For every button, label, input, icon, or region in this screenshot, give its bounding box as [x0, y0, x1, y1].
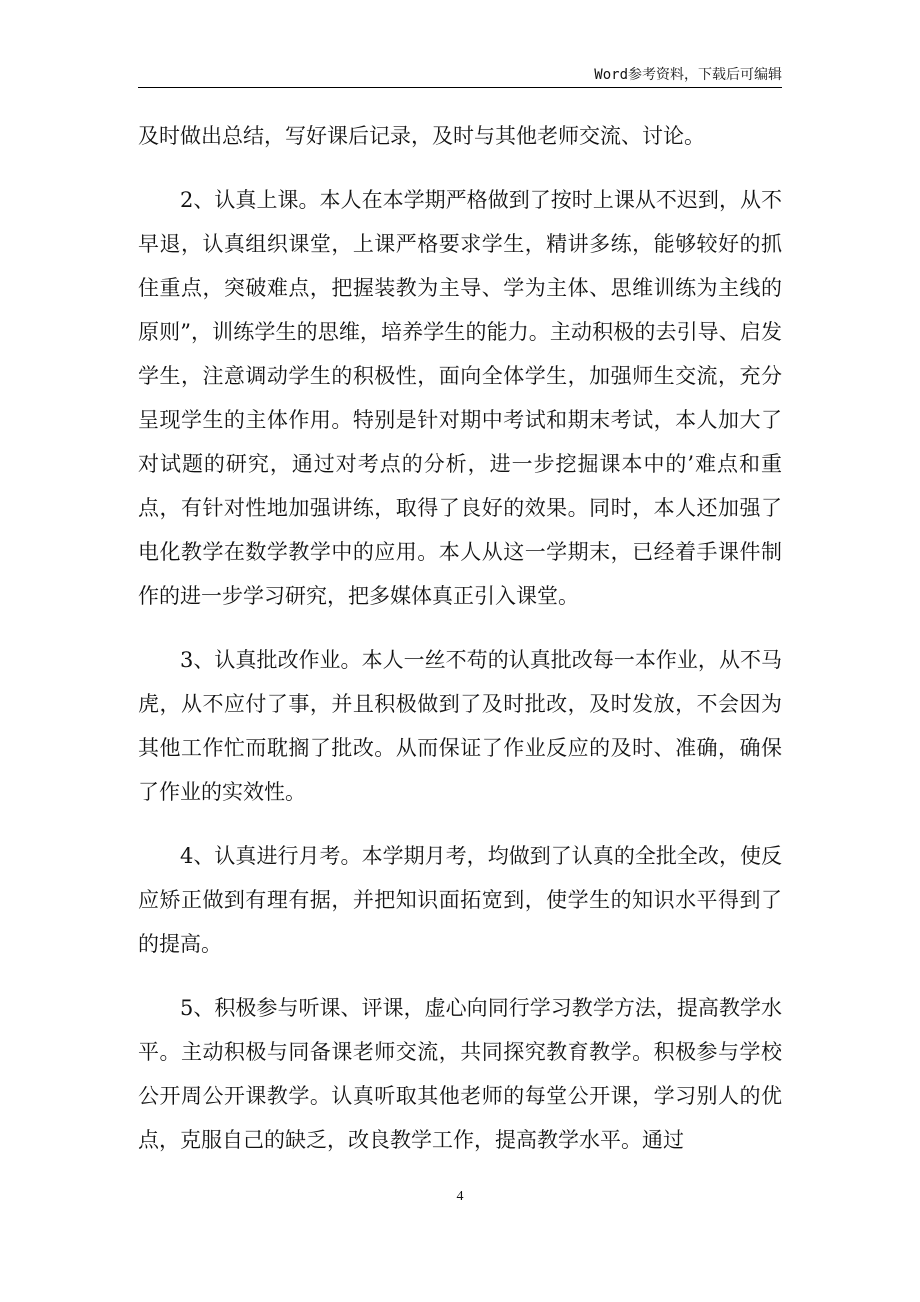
page-header: Word参考资料，下载后可编辑	[594, 67, 782, 83]
paragraph-item-5: 5、积极参与听课、评课，虚心向同行学习教学方法，提高教学水平。主动积极与同备课老师交流，共同探究教育教学。积极参与学校公开周公开课教学。认真听取其他老师的每堂公开课，学习别人的优点，克服自己的缺乏，改良教学工作，提高教学水平。通过	[138, 996, 782, 1152]
paragraph-item-2: 2、认真上课。本人在本学期严格做到了按时上课从不迟到，从不早退，认真组织课堂，上课严格要求学生，精讲多练，能够较好的抓住重点，突破难点，把握装教为主导、学为主体、思维训练为主线的原则”，训练学生的思维，培养学生的能力。主动积极的去引导、启发学生，注意调动学生的积极性，面向全体学生，加强师生交流，充分呈现学生的主体作用。特别是针对期中考试和期末考试，本人加大了对试题的研究，通过对考点的分析，进一步挖掘课本中的’难点和重点，有针对性地加强讲练，取得了良好的效果。同时，本人还加强了电化教学在数学教学中的应用。本人从这一学期末，已经着手课件制作的进一步学习研究，把多媒体真正引入课堂。	[138, 188, 782, 608]
document-body	[138, 114, 782, 1162]
paragraph-continuation: 及时做出总结，写好课后记录，及时与其他老师交流、讨论。	[138, 124, 705, 148]
paragraph-item-4: 4、认真进行月考。本学期月考，均做到了认真的全批全改，使反应矫正做到有理有据，并把知识面拓宽到，使学生的知识水平得到了的提高。	[138, 844, 782, 956]
paragraph-item-3: 3、认真批改作业。本人一丝不苟的认真批改每一本作业，从不马虎，从不应付了事，并且积极做到了及时批改，及时发放，不会因为其他工作忙而耽搁了批改。从而保证了作业反应的及时、准确，确保了作业的实效性。	[138, 648, 782, 804]
header-rule	[138, 87, 782, 88]
page-number: 4	[456, 1189, 464, 1204]
